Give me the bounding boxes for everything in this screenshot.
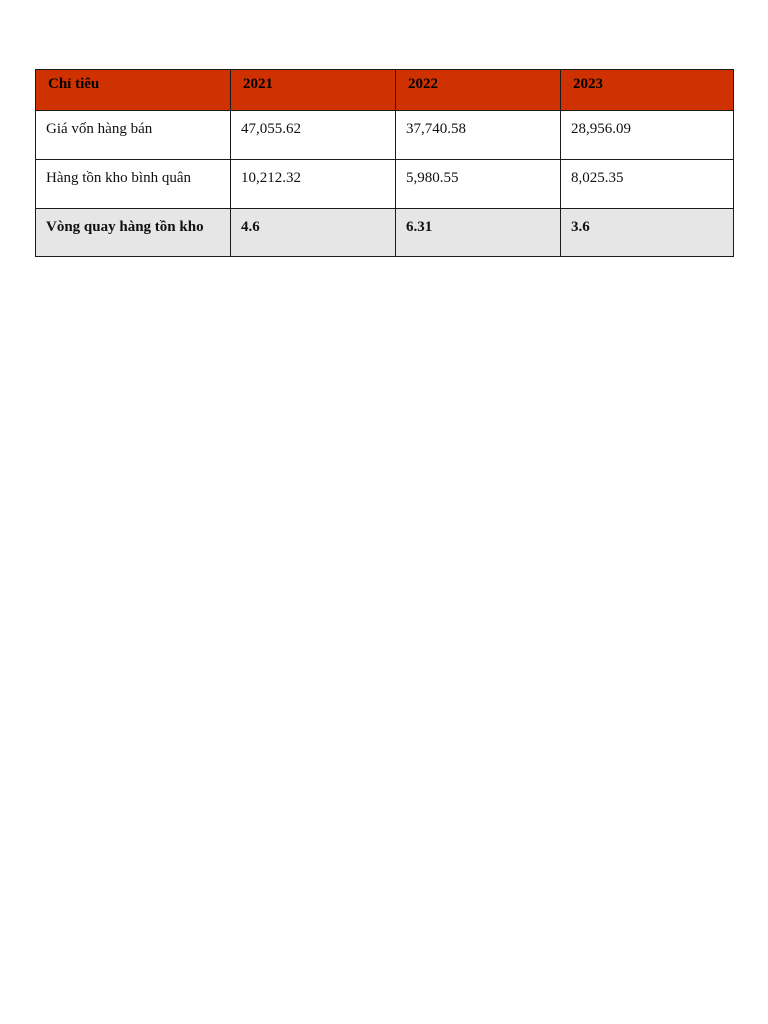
table-header-row bbox=[36, 70, 734, 111]
cell-2023: 8,025.35 bbox=[561, 160, 734, 209]
row-label: Vòng quay hàng tồn kho bbox=[36, 209, 231, 257]
cell-2022: 5,980.55 bbox=[396, 160, 561, 209]
cell-2022: 6.31 bbox=[396, 209, 561, 257]
cell-2022: 37,740.58 bbox=[396, 111, 561, 160]
inventory-turnover-table bbox=[35, 69, 734, 257]
cell-2023: 28,956.09 bbox=[561, 111, 734, 160]
row-label: Giá vốn hàng bán bbox=[36, 111, 231, 160]
cell-2021: 47,055.62 bbox=[231, 111, 396, 160]
cell-2021: 10,212.32 bbox=[231, 160, 396, 209]
inventory-turnover-table-container bbox=[35, 69, 733, 257]
table-row-average-inventory bbox=[36, 160, 734, 209]
cell-2023: 3.6 bbox=[561, 209, 734, 257]
table-row-inventory-turnover bbox=[36, 209, 734, 257]
header-cell-indicator: Chỉ tiêu bbox=[36, 70, 231, 111]
header-cell-2022: 2022 bbox=[396, 70, 561, 111]
cell-2021: 4.6 bbox=[231, 209, 396, 257]
header-cell-2023: 2023 bbox=[561, 70, 734, 111]
row-label: Hàng tồn kho bình quân bbox=[36, 160, 231, 209]
header-cell-2021: 2021 bbox=[231, 70, 396, 111]
table-row-cost-of-goods-sold bbox=[36, 111, 734, 160]
